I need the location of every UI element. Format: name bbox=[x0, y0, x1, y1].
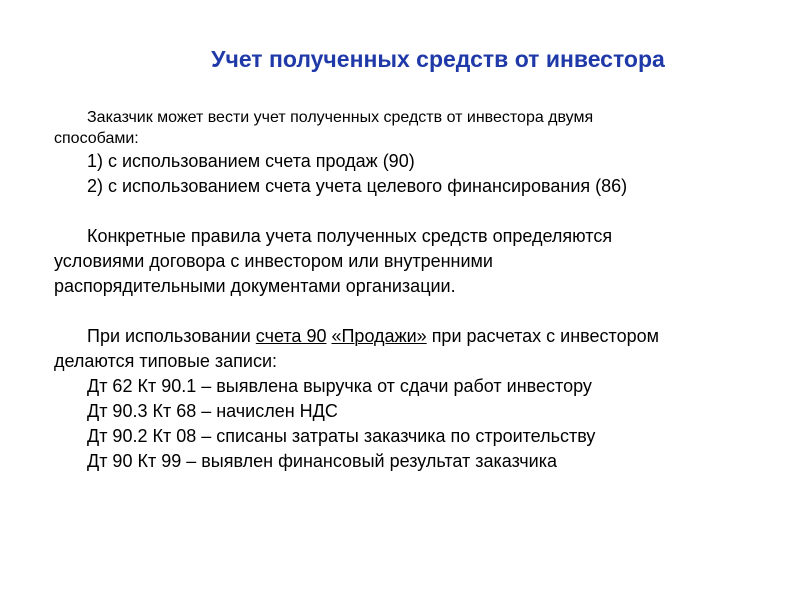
intro-line-1: Заказчик может вести учет полученных средств от инвестора двумя bbox=[87, 109, 594, 126]
sales-link[interactable]: «Продажи» bbox=[331, 326, 427, 346]
accounting-entry: Дт 90 Кт 99 – выявлен финансовый результат заказчика bbox=[87, 451, 557, 471]
slide-body bbox=[54, 107, 794, 474]
accounting-entry: Дт 62 Кт 90.1 – выявлена выручка от сдачи работ инвестору bbox=[87, 376, 592, 396]
intro-line-2: способами: bbox=[54, 130, 139, 147]
usage-line-2: делаются типовые записи: bbox=[54, 351, 278, 371]
accounting-entry: Дт 90.2 Кт 08 – списаны затраты заказчика по строительству bbox=[87, 426, 596, 446]
rules-paragraph bbox=[54, 224, 794, 299]
method-item: 2) с использованием счета учета целевого финансирования (86) bbox=[87, 176, 628, 196]
intro-paragraph bbox=[54, 107, 794, 149]
method-item: 1) с использованием счета продаж (90) bbox=[87, 151, 415, 171]
usage-line-1: При использовании счета 90 «Продажи» при расчетах с инвестором bbox=[87, 326, 659, 346]
account-90-link[interactable]: счета 90 bbox=[255, 326, 327, 346]
rules-line-1: Конкретные правила учета полученных средств определяются bbox=[87, 226, 613, 246]
accounting-entry: Дт 90.3 Кт 68 – начислен НДС bbox=[87, 401, 338, 421]
rules-line-2: условиями договора с инвестором или внутренними bbox=[54, 251, 493, 271]
methods-list bbox=[54, 149, 794, 199]
usage-paragraph bbox=[54, 324, 794, 374]
slide-title: Учет полученных средств от инвестора bbox=[211, 46, 665, 72]
entries-list bbox=[54, 374, 794, 474]
rules-line-3: распорядительными документами организации. bbox=[54, 276, 456, 296]
